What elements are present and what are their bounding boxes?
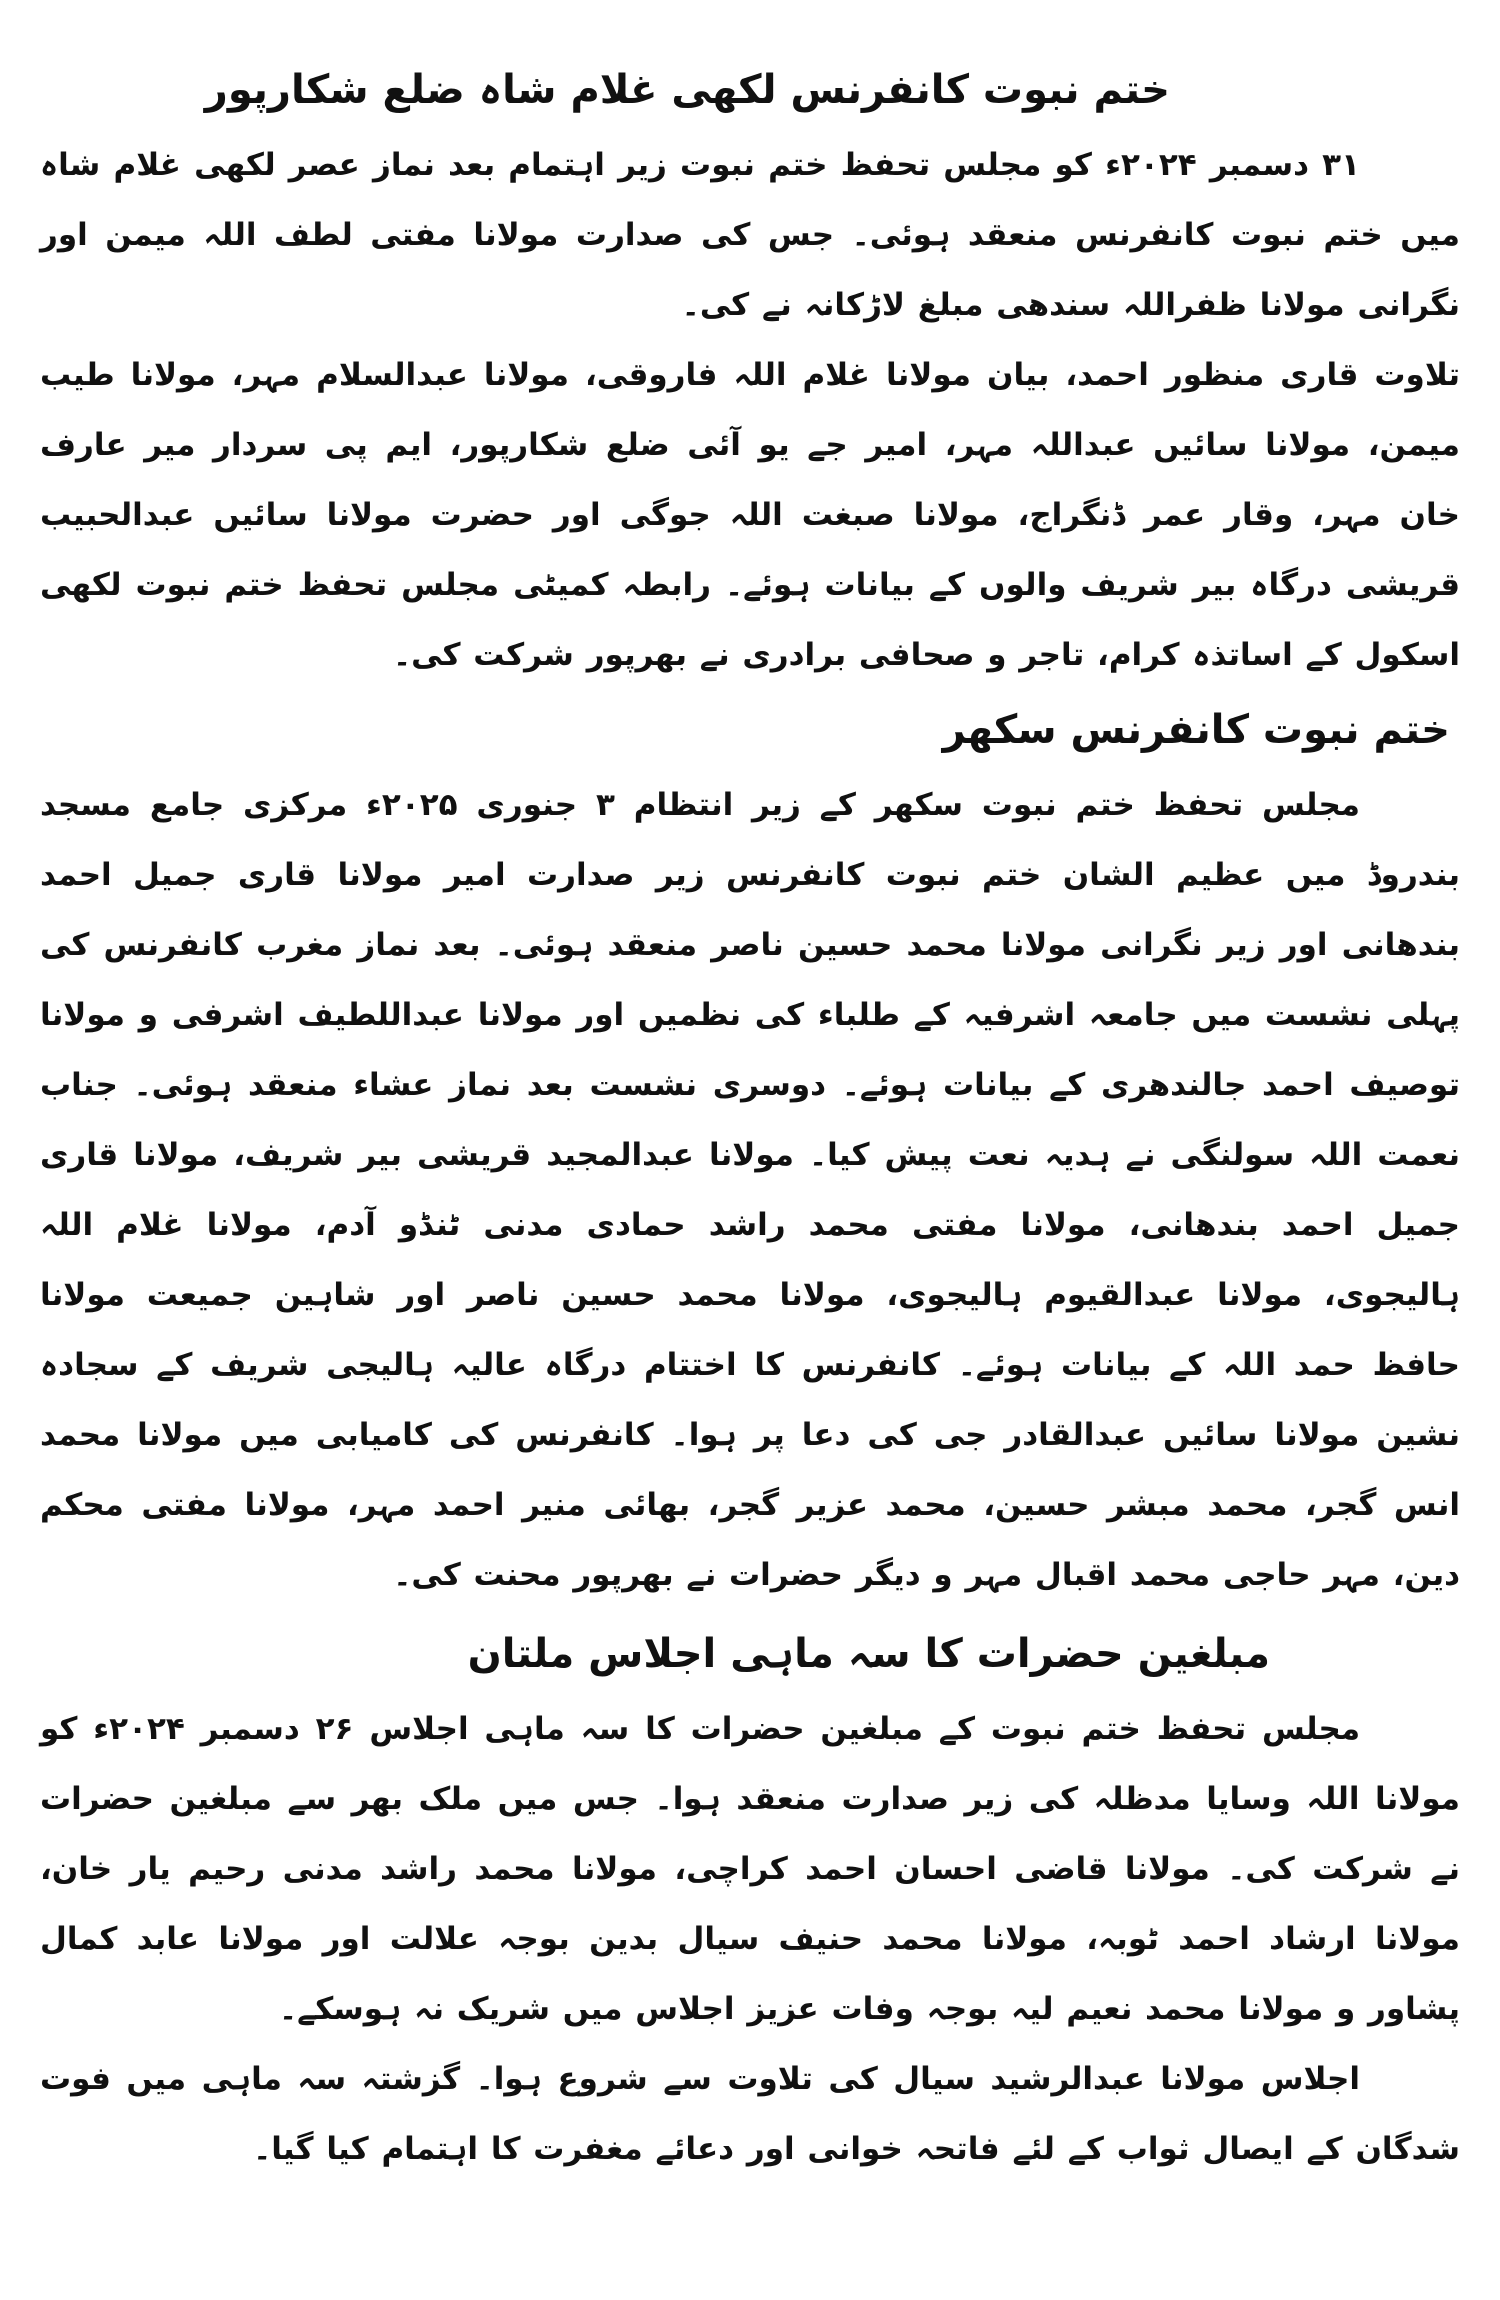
article-heading: ختم نبوت کانفرنس سکھر	[942, 707, 1450, 753]
article-paragraph: مجلس تحفظ ختم نبوت سکھر کے زیر انتظام ۳ جنوری ۲۰۲۵ء مرکزی جامع مسجد بندروڈ میں عظیم الشان ختم نبوت کانفرنس زیر صدارت امیر مولانا قاری جمیل احمد بندھانی اور زیر نگرانی مولانا محمد حسین ناصر منعقد ہوئی۔ بعد نماز مغرب کانفرنس کی پہلی نشست میں جامعہ اشرفیہ کے طلباء کی نظمیں اور مولانا عبداللطیف اشرفی و مولانا توصیف احمد جالندھری کے بیانات ہوئے۔ دوسری نشست بعد نماز عشاء منعقد ہوئی۔ جناب نعمت اللہ سولنگی نے ہدیہ نعت پیش کیا۔ مولانا عبدالمجید قریشی بیر شریف، مولانا قاری جمیل احمد بندھانی، مولانا مفتی محمد راشد حمادی مدنی ٹنڈو آدم، مولانا غلام اللہ ہالیجوی، مولانا عبدالقیوم ہالیجوی، مولانا محمد حسین ناصر اور شاہین جمیعت مولانا حافظ حمد اللہ کے بیانات ہوئے۔ کانفرنس کا اختتام درگاہ عالیہ ہالیجی شریف کے سجادہ نشین مولانا سائیں عبدالقادر جی کی دعا پر ہوا۔ کانفرنس کی کامیابی میں مولانا محمد انس گجر، محمد مبشر حسین، محمد عزیر گجر، بھائی منیر احمد مہر، مولانا مفتی محکم دین، مہر حاجی محمد اقبال مہر و دیگر حضرات نے بھرپور محنت کی۔	[40, 787, 1460, 1593]
article-lakhi-ghulam-shah	[40, 50, 1460, 690]
article-paragraph: تلاوت قاری منظور احمد، بیان مولانا غلام اللہ فاروقی، مولانا عبدالسلام مہر، مولانا طیب میمن، مولانا سائیں عبداللہ مہر، امیر جے یو آئی ضلع شکارپور، ایم پی سردار میر عارف خان مہر، وقار عمر ڈنگراج، مولانا صبغت اللہ جوگی اور حضرت مولانا سائیں عبدالحبیب قریشی درگاہ بیر شریف والوں کے بیانات ہوئے۔ رابطہ کمیٹی مجلس تحفظ ختم نبوت لکھی اسکول کے اساتذہ کرام، تاجر و صحافی برادری نے بھرپور شرکت کی۔	[40, 357, 1460, 673]
article-heading: مبلغین حضرات کا سہ ماہی اجلاس ملتان	[467, 1631, 1270, 1677]
article-multan-meeting	[40, 1614, 1460, 2184]
article-paragraph: مجلس تحفظ ختم نبوت کے مبلغین حضرات کا سہ ماہی اجلاس ۲۶ دسمبر ۲۰۲۴ء کو مولانا اللہ وسایا مدظلہ کی زیر صدارت منعقد ہوا۔ جس میں ملک بھر سے مبلغین حضرات نے شرکت کی۔ مولانا قاضی احسان احمد کراچی، مولانا محمد راشد مدنی رحیم یار خان، مولانا ارشاد احمد ٹوبہ، مولانا محمد حنیف سیال بدین بوجہ علالت اور مولانا عابد کمال پشاور و مولانا محمد نعیم لیہ بوجہ وفات عزیز اجلاس میں شریک نہ ہوسکے۔	[40, 1711, 1460, 2027]
article-heading: ختم نبوت کانفرنس لکھی غلام شاہ ضلع شکارپور	[204, 67, 1170, 113]
article-sukkur	[40, 690, 1460, 1610]
article-paragraph: ۳۱ دسمبر ۲۰۲۴ء کو مجلس تحفظ ختم نبوت زیر اہتمام بعد نماز عصر لکھی غلام شاہ میں ختم نبوت کانفرنس منعقد ہوئی۔ جس کی صدارت مولانا مفتی لطف اللہ میمن اور نگرانی مولانا ظفراللہ سندھی مبلغ لاڑکانہ نے کی۔	[40, 147, 1460, 323]
article-paragraph: اجلاس مولانا عبدالرشید سیال کی تلاوت سے شروع ہوا۔ گزشتہ سہ ماہی میں فوت شدگان کے ایصال ثواب کے لئے فاتحہ خوانی اور دعائے مغفرت کا اہتمام کیا گیا۔	[40, 2061, 1460, 2167]
